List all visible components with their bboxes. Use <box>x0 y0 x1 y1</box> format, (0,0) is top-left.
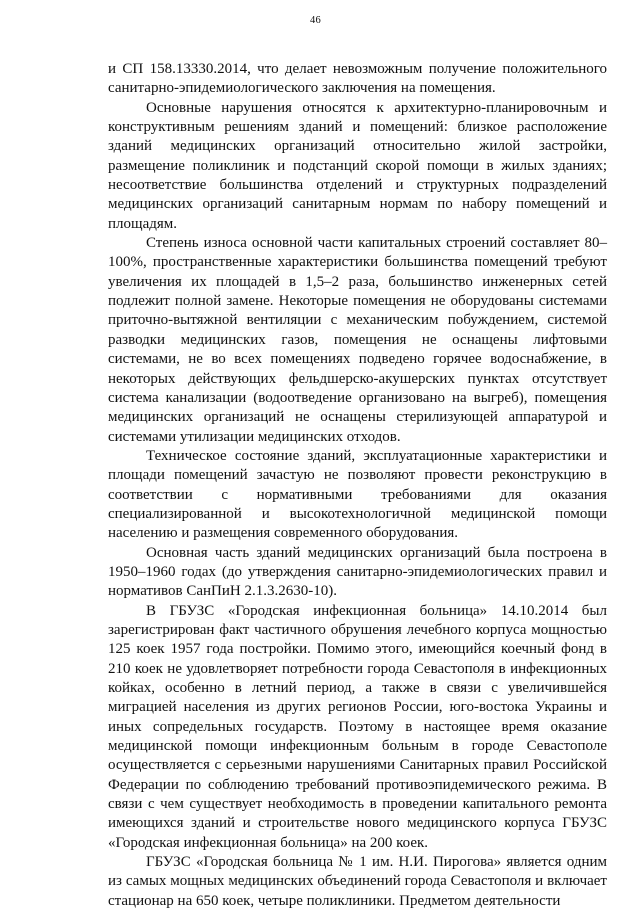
paragraph-continuation: и СП 158.13330.2014, что делает невозможным получение положительного санитарно-эпидемиологического заключения на помещения. <box>108 61 607 97</box>
paragraph-technical-condition: Техническое состояние зданий, эксплуатационные характеристики и площади помещений зачастую не позволяют провести реконструкцию в соответствии с нормативными требованиями для оказания специализированной и высокотехнологичной медицинской помощи населению и размещения современного оборудования. <box>108 447 607 542</box>
document-body <box>108 60 607 911</box>
paragraph-violations: Основные нарушения относятся к архитектурно-планировочным и конструктивным решениям зданий и помещений: близкое расположение зданий медицинских организаций относительно жилой застройки, размещение поликлиник и подстанций скорой помощи в жилых зданиях; несоответствие большинства отделений и структурных подразделений медицинских организаций санитарным нормам по набору помещений и площадям. <box>108 99 607 232</box>
paragraph-construction-period: Основная часть зданий медицинских организаций была построена в 1950–1960 годах (до утверждения санитарно-эпидемиологических правил и нормативов СанПиН 2.1.3.2630-10). <box>108 544 607 600</box>
page-number: 46 <box>310 15 321 26</box>
paragraph-wear-degree: Степень износа основной части капитальных строений составляет 80–100%, пространственные характеристики большинства помещений требуют увеличения их площадей в 1,5–2 раза, большинство инженерных сетей подлежит полной замене. Некоторые помещения не оборудованы системами приточно-вытяжной вентиляции с механическим побуждением, системой разводки медицинских газов, помещения не оснащены лифтовыми системами, не во всех помещениях подведено горячее водоснабжение, в некоторых действующих фельдшерско-акушерских пунктах отсутствует система канализации (водоотведение организовано на выгреб), помещения медицинских организаций не оснащены стерилизующей аппаратурой и системами утилизации медицинских отходов. <box>108 235 607 445</box>
paragraph-pirogov-hospital: ГБУЗС «Городская больница № 1 им. Н.И. Пирогова» является одним из самых мощных медицинских объединений города Севастополя и включает стационар на 650 коек, четыре поликлиники. Предметом деятельности <box>108 854 607 909</box>
paragraph-infectious-hospital: В ГБУЗС «Городская инфекционная больница» 14.10.2014 был зарегистрирован факт частичного обрушения лечебного корпуса мощностью 125 коек 1957 года постройки. Помимо этого, имеющийся коечный фонд в 210 коек не удовлетворяет потребности города Севастополя в инфекционных койках, особенно в летний период, а также в связи с увеличившейся миграцией населения из других регионов России, юго-востока Украины и иных сопредельных государств. Поэтому в настоящее время оказание медицинской помощи инфекционным больным в городе Севастополе осуществляется с серьезными нарушениями Санитарных правил Российской Федерации по соблюдению требований противоэпидемического режима. В связи с чем существует необходимость в проведении капитального ремонта имеющихся зданий и строительстве нового медицинского корпуса ГБУЗС «Городская инфекционная больница» на 200 коек. <box>108 602 607 851</box>
